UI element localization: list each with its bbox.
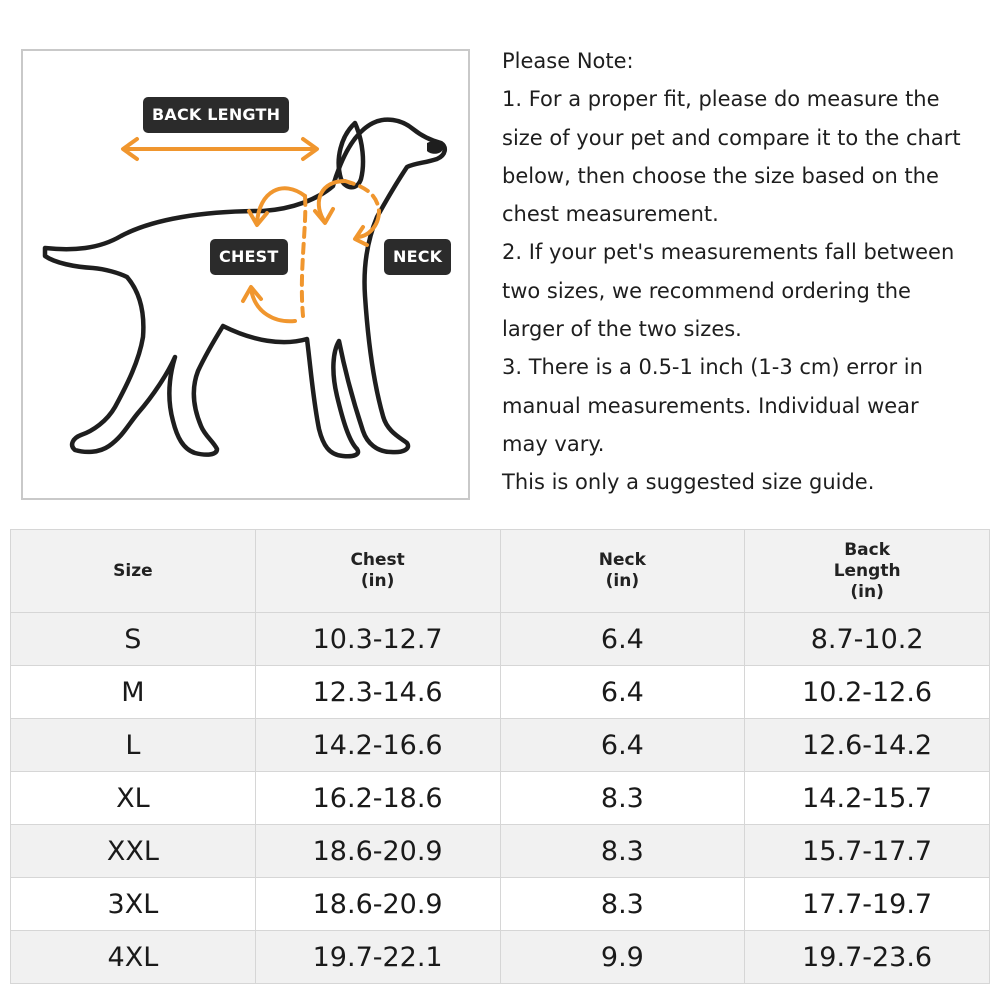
header-back-length: Back Length (in) (745, 530, 990, 613)
header-size: Size (11, 530, 256, 613)
note-line: size of your pet and compare it to the chart (502, 125, 961, 150)
back-length-label: BACK LENGTH (143, 97, 289, 133)
back-length-cell: 19.7-23.6 (745, 931, 990, 984)
dog-outline (45, 120, 445, 457)
note-line: larger of the two sizes. (502, 317, 742, 342)
table-row (11, 878, 990, 931)
back-length-cell: 8.7-10.2 (745, 613, 990, 666)
size-cell: 4XL (11, 931, 256, 984)
header-chest: Chest (in) (255, 530, 500, 613)
table-row (11, 772, 990, 825)
chest-cell: 16.2-18.6 (255, 772, 500, 825)
chest-cell: 10.3-12.7 (255, 613, 500, 666)
neck-cell: 6.4 (500, 666, 745, 719)
note-line: 3. There is a 0.5-1 inch (1-3 cm) error in (502, 355, 923, 380)
chest-cell: 18.6-20.9 (255, 825, 500, 878)
size-chart-table (10, 529, 990, 984)
table-row (11, 825, 990, 878)
chest-cell: 14.2-16.6 (255, 719, 500, 772)
size-cell: XXL (11, 825, 256, 878)
table-row (11, 613, 990, 666)
back-length-cell: 17.7-19.7 (745, 878, 990, 931)
back-length-cell: 14.2-15.7 (745, 772, 990, 825)
back-length-arrow (123, 139, 317, 159)
chest-cell: 19.7-22.1 (255, 931, 500, 984)
note-line: This is only a suggested size guide. (502, 470, 875, 495)
header-neck: Neck (in) (500, 530, 745, 613)
table-row (11, 719, 990, 772)
neck-cell: 8.3 (500, 878, 745, 931)
size-cell: M (11, 666, 256, 719)
neck-cell: 9.9 (500, 931, 745, 984)
note-line: below, then choose the size based on the (502, 163, 939, 188)
neck-cell: 6.4 (500, 613, 745, 666)
chest-label: CHEST (210, 239, 288, 275)
table-header-row (11, 530, 990, 613)
note-line: two sizes, we recommend ordering the (502, 278, 911, 303)
neck-cell: 8.3 (500, 825, 745, 878)
back-length-cell: 10.2-12.6 (745, 666, 990, 719)
back-length-cell: 12.6-14.2 (745, 719, 990, 772)
note-line: 2. If your pet's measurements fall between (502, 240, 955, 265)
chest-cell: 12.3-14.6 (255, 666, 500, 719)
note-line: 1. For a proper fit, please do measure the (502, 87, 940, 112)
chest-cell: 18.6-20.9 (255, 878, 500, 931)
neck-label: NECK (384, 239, 451, 275)
measurement-diagram (21, 49, 470, 500)
note-line: manual measurements. Individual wear (502, 393, 919, 418)
note-line: may vary. (502, 431, 605, 456)
fit-notes (502, 42, 994, 502)
size-cell: L (11, 719, 256, 772)
size-cell: 3XL (11, 878, 256, 931)
size-cell: S (11, 613, 256, 666)
table-row (11, 666, 990, 719)
dog-nose (427, 141, 443, 154)
back-length-cell: 15.7-17.7 (745, 825, 990, 878)
size-cell: XL (11, 772, 256, 825)
notes-heading: Please Note: (502, 49, 634, 73)
note-line: chest measurement. (502, 202, 719, 227)
neck-cell: 8.3 (500, 772, 745, 825)
neck-cell: 6.4 (500, 719, 745, 772)
table-row (11, 931, 990, 984)
